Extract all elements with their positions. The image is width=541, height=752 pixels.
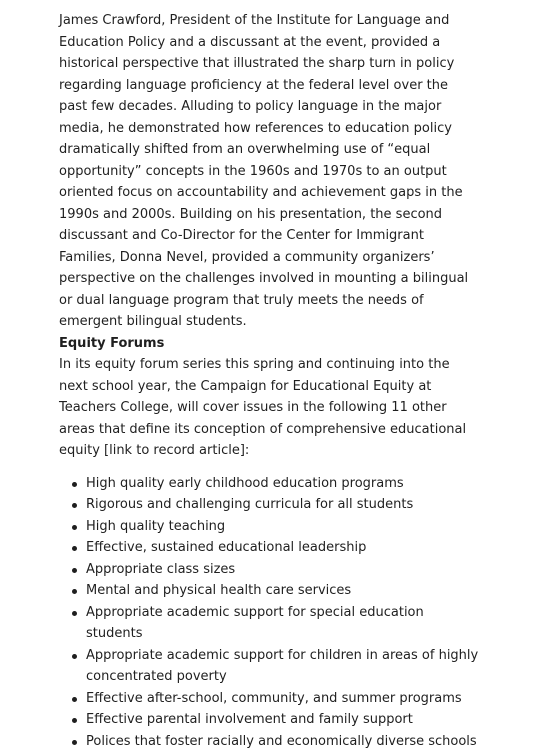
list-item	[59, 731, 479, 752]
list-item-text: Rigorous and challenging curricula for all students	[86, 497, 413, 512]
list-item-text: Appropriate class sizes	[86, 562, 235, 577]
list-item-text: Effective parental involvement and family support	[86, 712, 413, 727]
list-item-text: Appropriate academic support for children in areas of highly concentrated poverty	[86, 648, 478, 685]
list-item-text: Polices that foster racially and economically diverse schools	[86, 734, 477, 749]
list-item-text: High quality teaching	[86, 519, 225, 534]
list-item	[59, 494, 479, 516]
list-item-text: High quality early childhood education programs	[86, 476, 404, 491]
article-paragraph: James Crawford, President of the Institute for Language and Education Policy and a discussant at the event, provided a historical perspective that illustrated the sharp turn in policy regarding language proficiency at the federal level over the past few decades. Alluding to policy language in the major media, he demonstrated how references to education policy dramatically shifted from an overwhelming use of “equal opportunity” concepts in the 1960s and 1970s to an output oriented focus on accountability and achievement gaps in the 1990s and 2000s. Building on his presentation, the second discussant and Co-Director for the Center for Immigrant Families, Donna Nevel, provided a community organizers’ perspective on the challenges involved in mounting a bilingual or dual language program that truly meets the needs of emergent bilingual students.	[59, 10, 479, 333]
bullet-icon	[72, 546, 77, 551]
article-paragraph: In its equity forum series this spring and continuing into the next school year, the Campaign for Educational Equity at Teachers College, will cover issues in the following 11 other areas that define its conception of comprehensive educational equity [link to record article]:	[59, 354, 479, 462]
bullet-icon	[72, 740, 77, 745]
list-item	[59, 602, 479, 645]
bullet-icon	[72, 697, 77, 702]
list-item	[59, 516, 479, 538]
list-item-text: Mental and physical health care services	[86, 583, 351, 598]
bullet-icon	[72, 654, 77, 659]
bullet-icon	[72, 718, 77, 723]
bullet-icon	[72, 589, 77, 594]
bullet-icon	[72, 525, 77, 530]
list-item	[59, 688, 479, 710]
list-item	[59, 473, 479, 495]
list-item	[59, 709, 479, 731]
section-heading: Equity Forums	[59, 333, 479, 355]
list-item-text: Effective after-school, community, and summer programs	[86, 691, 462, 706]
bullet-icon	[72, 482, 77, 487]
list-item	[59, 537, 479, 559]
equity-areas-list	[59, 473, 479, 752]
list-item	[59, 559, 479, 581]
list-item	[59, 580, 479, 602]
bullet-icon	[72, 568, 77, 573]
article-body	[59, 10, 479, 752]
list-item	[59, 645, 479, 688]
bullet-icon	[72, 611, 77, 616]
list-item-text: Appropriate academic support for special education students	[86, 605, 424, 642]
list-item-text: Effective, sustained educational leadership	[86, 540, 366, 555]
bullet-icon	[72, 503, 77, 508]
